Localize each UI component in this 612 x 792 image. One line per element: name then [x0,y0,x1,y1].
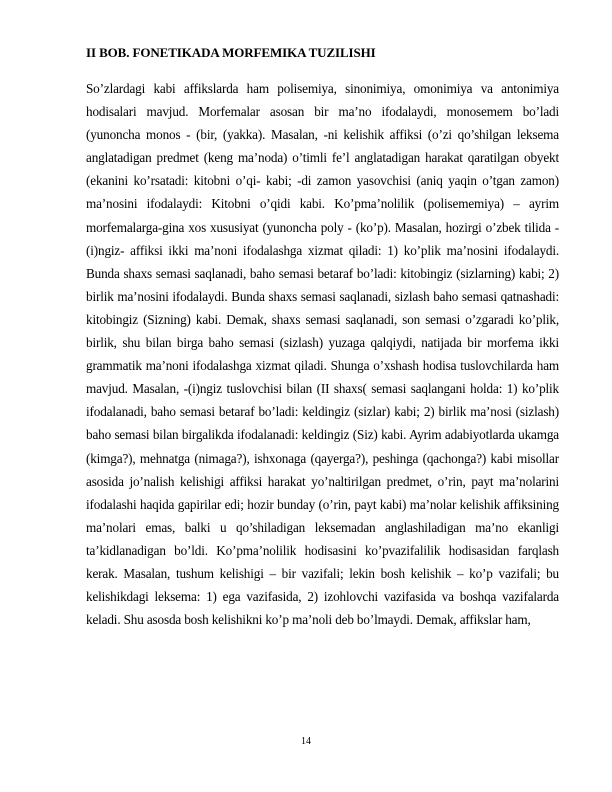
document-page [86,44,559,631]
chapter-heading: II BOB. FONETIKADA MORFEMIKA TUZILISHI [86,45,376,60]
body-paragraph: So’zlardagi kabi affikslarda ham polisemiya, sinonimiya, omonimiya va antonimiya hodisalari mavjud. Morfemalar asosan bir ma’no ifodalaydi, monosemem bo’ladi (yunoncha monos - (bir, (yakka). Masalan, -ni kelishik affiksi (o’zi qo’shilgan leksema anglatadigan predmet (keng ma’noda) o’timli fe’l anglatadigan harakat qaratilgan obyekt (ekanini ko’rsatadi: kitobni o’qi- kabi; -di zamon yasovchisi (aniq yaqin o’tgan zamon) ma’nosini ifodalaydi: Kitobni o’qidi kabi. Ko’pma’nolilik (polisememiya) – ayrim morfemalarga-gina xos xususiyat (yunoncha poly - (ko’p). Masalan, hozirgi o’zbek tilida -(i)ngiz- affiksi ikki ma’noni ifodalashga xizmat qiladi: 1) ko’plik ma’nosini ifodalaydi. Bunda shaxs semasi saqlanadi, baho semasi betaraf bo’ladi: kitobingiz (sizlarning) kabi; 2) birlik ma’nosini ifodalaydi. Bunda shaxs semasi saqlanadi, sizlash baho semasi qatnashadi: kitobingiz (Sizning) kabi. Demak, shaxs semasi saqlanadi, son semasi o’zgaradi ko’plik, birlik, shu bilan birga baho semasi (sizlash) yuzaga qalqiydi, natijada bir morfema ikki grammatik ma’noni ifodalashga xizmat qiladi. Shunga o’xshash hodisa tuslovchilarda ham mavjud. Masalan, -(i)ngiz tuslovchisi bilan (II shaxs( semasi saqlangani holda: 1) ko’plik ifodalanadi, baho semasi betaraf bo’ladi: keldingiz (sizlar) kabi; 2) birlik ma’nosi (sizlash) baho semasi bilan birgalikda ifodalanadi: keldingiz (Siz) kabi. Ayrim adabiyotlarda ukamga (kimga?), mehnatga (nimaga?), ishxonaga (qayerga?), peshinga (qachonga?) kabi misollar asosida jo’nalish kelishigi affiksi harakat yo’naltirilgan predmet, o’rin, payt ma’nolarini ifodalashi haqida gapirilar edi; hozir bunday (o’rin, payt kabi) ma’nolar kelishik affiksining ma’nolari emas, balki u qo’shiladigan leksemadan anglashiladigan ma’no ekanligi ta’kidlanadigan bo’ldi. Ko’pma’nolilik hodisasini ko’pvazifalilik hodisasidan farqlash kerak. Masalan, tushum kelishigi – bir vazifali; lekin bosh kelishik – ko’p vazifali; bu kelishikdagi leksema: 1) ega vazifasida, 2) izohlovchi vazifasida va boshqa vazifalarda keladi. Shu asosda bosh kelishikni ko’p ma’noli deb bo’lmaydi. Demak, affikslar ham, [86,81,559,628]
page-number: 14 [301,736,311,747]
